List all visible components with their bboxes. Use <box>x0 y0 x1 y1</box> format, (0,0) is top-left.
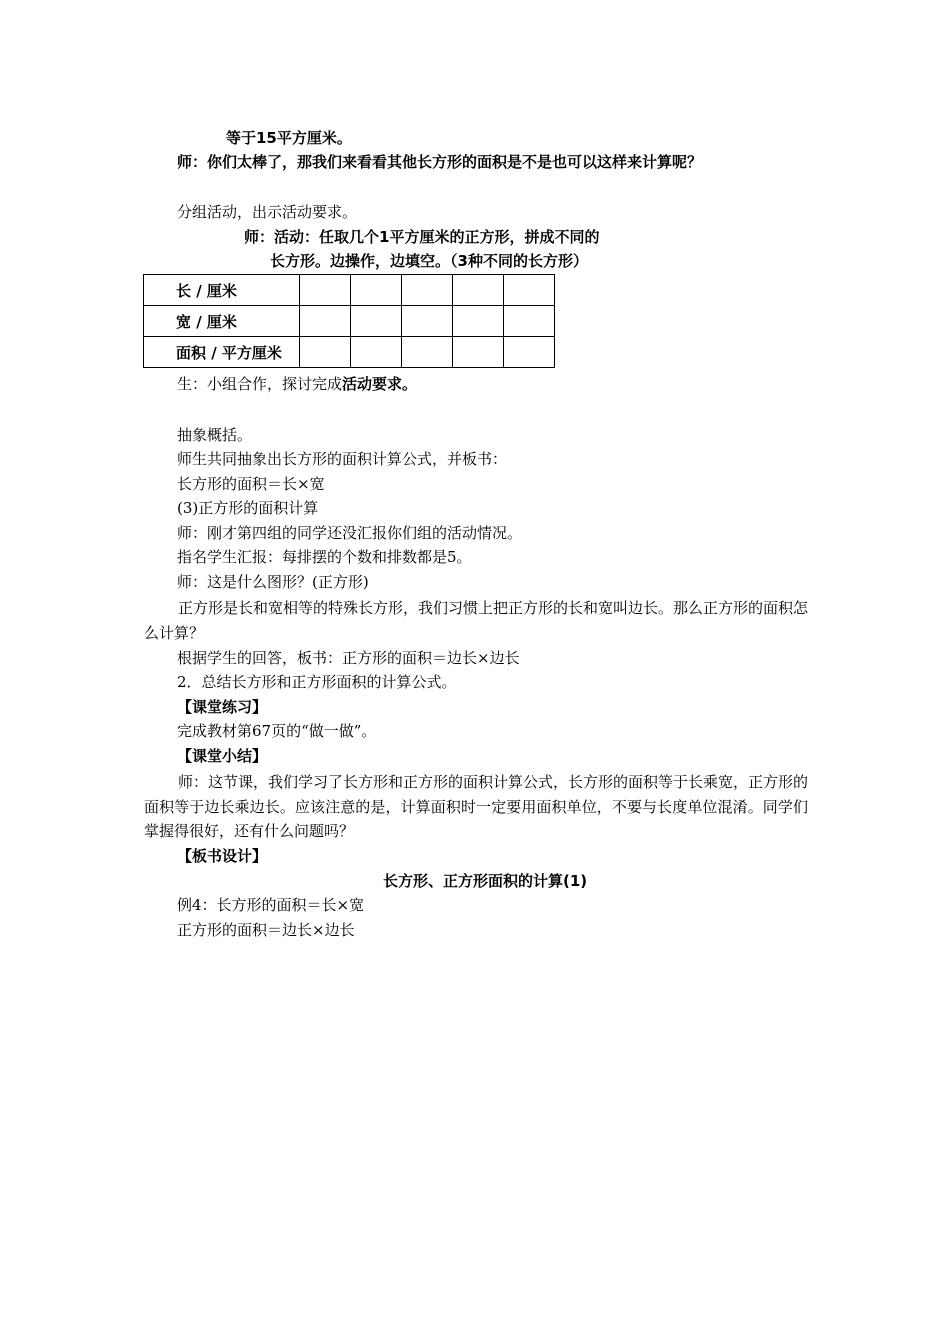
activity-table <box>143 274 555 368</box>
text-line <box>177 374 417 394</box>
text-line: 根据学生的回答，板书：正方形的面积＝边长×边长 <box>177 649 520 667</box>
blank-cell <box>402 337 453 368</box>
table-row <box>144 275 555 306</box>
blank-cell <box>300 337 351 368</box>
row-header: 宽 / 厘米 <box>144 306 300 337</box>
text-span-bold: 活动要求。 <box>342 375 418 393</box>
text-line: 师生共同抽象出长方形的面积计算公式，并板书： <box>177 450 508 468</box>
blank-cell <box>300 275 351 306</box>
paragraph: 正方形是长和宽相等的特殊长方形，我们习惯上把正方形的长和宽叫边长。那么正方形的面积怎么计算？ <box>144 599 809 642</box>
blank-cell <box>300 306 351 337</box>
blank-cell <box>504 337 555 368</box>
board-title: 长方形、正方形面积的计算(1) <box>383 872 588 890</box>
text-line: 等于15平方厘米。 <box>226 129 352 147</box>
table-row <box>144 306 555 337</box>
section-heading: 【课堂练习】 <box>177 698 268 716</box>
text-line: 师：刚才第四组的同学还没汇报你们组的活动情况。 <box>177 524 523 542</box>
text-line: (3)正方形的面积计算 <box>177 499 319 517</box>
text-line: 2．总结长方形和正方形面积的计算公式。 <box>177 673 457 691</box>
blank-cell <box>351 337 402 368</box>
text-line: 师：活动：任取几个1平方厘米的正方形，拼成不同的 <box>244 228 600 246</box>
text-line: 师：你们太棒了，那我们来看看其他长方形的面积是不是也可以这样来计算呢？ <box>177 153 703 171</box>
row-header: 面积 / 平方厘米 <box>144 337 300 368</box>
paragraph: 师：这节课，我们学习了长方形和正方形的面积计算公式，长方形的面积等于长乘宽，正方形的面积等于边长乘边长。应该注意的是，计算面积时一定要用面积单位，不要与长度单位混淆。同学们掌握得很好，还有什么问题吗？ <box>144 773 809 840</box>
text-line: 长方形的面积＝长×宽 <box>177 475 325 493</box>
text-line: 长方形。边操作，边填空。（3种不同的长方形） <box>270 252 588 270</box>
text-line: 例4：长方形的面积＝长×宽 <box>177 896 365 914</box>
text-line: 正方形的面积＝边长×边长 <box>177 921 355 939</box>
blank-cell <box>402 275 453 306</box>
section-heading: 【板书设计】 <box>177 847 268 865</box>
row-header: 长 / 厘米 <box>144 275 300 306</box>
blank-cell <box>351 306 402 337</box>
table-row <box>144 337 555 368</box>
section-heading: 【课堂小结】 <box>177 747 268 765</box>
blank-cell <box>351 275 402 306</box>
text-line: 分组活动，出示活动要求。 <box>177 203 358 221</box>
text-span: 生：小组合作，探讨完成 <box>177 375 343 393</box>
blank-cell <box>453 306 504 337</box>
text-line: 抽象概括。 <box>177 426 253 444</box>
text-line: 师：这是什么图形？(正方形) <box>177 573 369 591</box>
text-line: 完成教材第67页的“做一做”。 <box>177 722 377 740</box>
blank-cell <box>453 337 504 368</box>
text-line: 指名学生汇报：每排摆的个数和排数都是5。 <box>177 548 472 566</box>
blank-cell <box>402 306 453 337</box>
blank-cell <box>453 275 504 306</box>
blank-cell <box>504 306 555 337</box>
blank-cell <box>504 275 555 306</box>
